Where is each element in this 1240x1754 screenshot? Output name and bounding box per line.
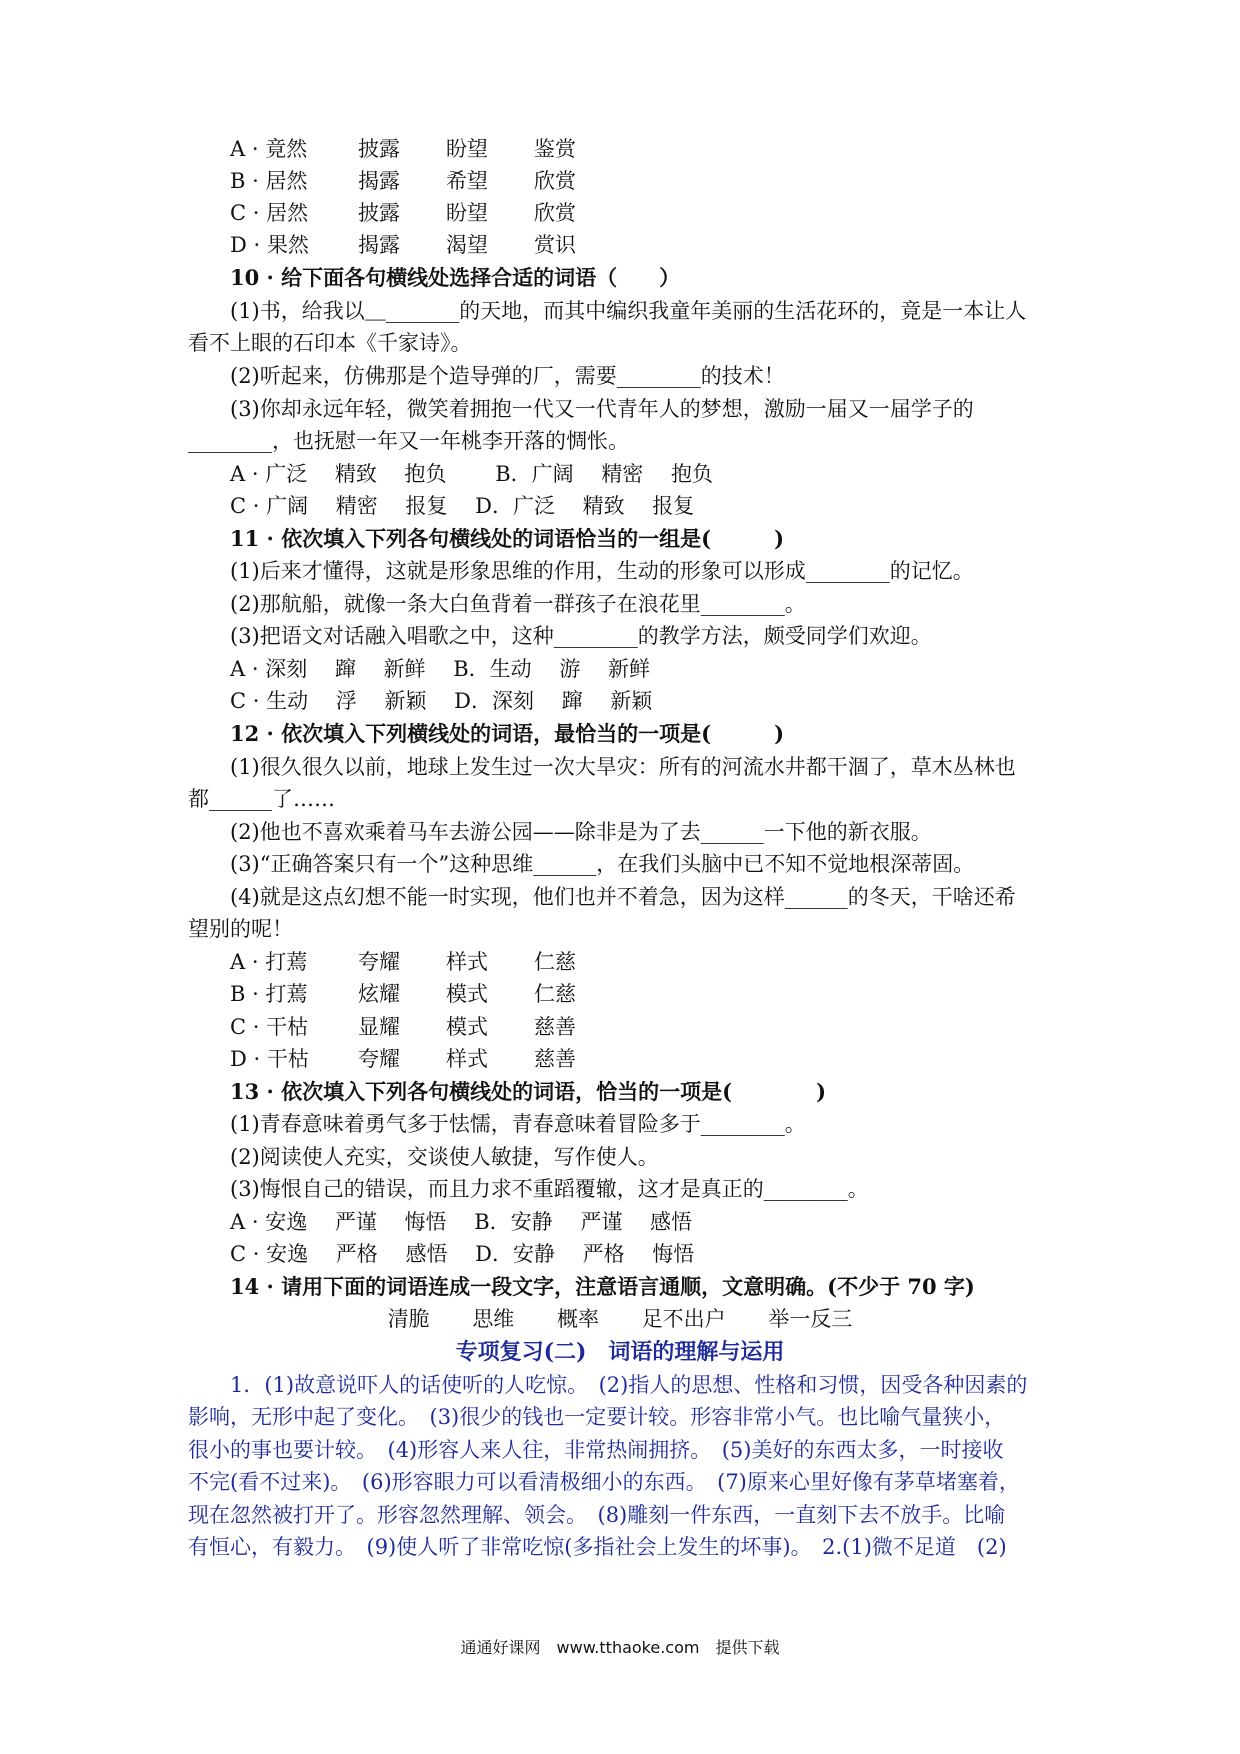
q12-sentence-3: (3)“正确答案只有一个”这种思维______，在我们头脑中已不知不觉地根深蒂固。 [230,852,975,876]
answer-line: 现在忽然被打开了。形容忽然理解、领会。 (8)雕刻一件东西，一直刻下去不放手。比喻 [188,1503,1006,1527]
q14-word: 足不出户 [641,1307,726,1331]
q13-options-ab: A · 安逸 严谨 悔悟 B．安静 严谨 感悟 [230,1210,692,1234]
q10-sentence-2: (2)听起来，仿佛那是个造导弹的厂，需要________的技术！ [230,364,785,388]
q11-sentence-1: (1)后来才懂得，这就是形象思维的作用，生动的形象可以形成________的记忆。 [230,559,974,583]
q11-options-ab: A · 深刻 蹿 新鲜 B．生动 游 新鲜 [230,657,650,681]
q13-stem: 13 · 依次填入下列各句横线处的词语，恰当的一项是( ) [230,1079,827,1104]
q14-word: 概率 [557,1307,599,1331]
q9-option-c: C · 居然 披露 盼望 欣赏 [230,201,576,225]
q9-option-b: B · 居然 揭露 希望 欣赏 [230,169,576,193]
q12-sentence-1a: (1)很久很久以前，地球上发生过一次大旱灾：所有的河流水井都干涸了，草木丛林也 [230,755,1016,779]
q10-options-cd: C · 广阔 精密 报复 D．广泛 精致 报复 [230,494,695,518]
q12-option-d: D · 干枯 夸耀 样式 慈善 [230,1047,576,1071]
q14-word: 思维 [472,1307,515,1331]
answer-line: 不完(看不过来)。 (6)形容眼力可以看清极细小的东西。 (7)原来心里好像有茅草堵塞着， [188,1470,1020,1494]
q12-stem: 12 · 依次填入下列横线处的词语，最恰当的一项是( ) [230,721,785,746]
q9-option-d: D · 果然 揭露 渴望 赏识 [230,233,576,257]
q11-options-cd: C · 生动 浮 新颖 D．深刻 蹿 新颖 [230,689,653,713]
q12-option-c: C · 干枯 显耀 模式 慈善 [230,1015,576,1039]
q14-word-list [0,1304,1240,1334]
q10-options-ab: A · 广泛 精致 抱负 B．广阔 精密 抱负 [230,462,713,486]
q13-options-cd: C · 安逸 严格 感悟 D．安静 严格 悔悟 [230,1242,695,1266]
q12-option-a: A · 打蔫 夸耀 样式 仁慈 [230,950,576,974]
q13-sentence-1: (1)青春意味着勇气多于怯懦，青春意味着冒险多于________。 [230,1112,806,1136]
answer-line: 很小的事也要计较。 (4)形容人来人往，非常热闹拥挤。 (5)美好的东西太多，一时接收 [188,1438,1004,1462]
q13-sentence-3: (3)悔恨自己的错误，而且力求不重蹈覆辙，这才是真正的________。 [230,1177,869,1201]
q11-stem: 11 · 依次填入下列各句横线处的词语恰当的一组是( ) [230,526,785,551]
q10-sentence-3a: (3)你却永远年轻，微笑着拥抱一代又一代青年人的梦想，激励一届又一届学子的 [230,397,974,421]
q12-sentence-4a: (4)就是这点幻想不能一时实现，他们也并不着急，因为这样______的冬天，干啥还希 [230,885,1016,909]
q14-stem: 14 · 请用下面的词语连成一段文字，注意语言通顺，文意明确。(不少于 70 字) [230,1274,975,1299]
page-footer: 通通好课网 www.tthaoke.com 提供下载 [460,1638,780,1657]
q10-sentence-1b: 看不上眼的石印本《千家诗》。 [188,331,472,355]
answers-title: 专项复习(二) 词语的理解与运用 [455,1339,785,1365]
q11-sentence-3: (3)把语文对话融入唱歌之中，这种________的教学方法，颇受同学们欢迎。 [230,624,932,648]
q12-option-b: B · 打蔫 炫耀 模式 仁慈 [230,982,576,1006]
q14-word: 举一反三 [768,1307,853,1331]
q12-sentence-1b: 都______了…… [188,787,335,811]
q12-sentence-2: (2)他也不喜欢乘着马车去游公园——除非是为了去______一下他的新衣服。 [230,820,932,844]
q9-option-a: A · 竟然 披露 盼望 鉴赏 [230,137,576,161]
answer-line: 影响，无形中起了变化。 (3)很少的钱也一定要计较。形容非常小气。也比喻气量狭小， [188,1405,1006,1429]
q14-word: 清脆 [387,1307,430,1331]
q10-stem: 10 · 给下面各句横线处选择合适的词语（ ） [230,265,681,290]
q10-sentence-3b: ________，也抚慰一年又一年桃李开落的惆怅。 [188,429,629,453]
answer-line: 1．(1)故意说吓人的话使听的人吃惊。 (2)指人的思想、性格和习惯，因受各种因素的 [230,1373,1028,1397]
q12-sentence-4b: 望别的呢！ [188,917,293,941]
q10-sentence-1a: (1)书，给我以＿_______的天地，而其中编织我童年美丽的生活花环的，竟是一本让人 [230,299,1027,323]
q13-sentence-2: (2)阅读使人充实，交谈使人敏捷，写作使人。 [230,1145,659,1169]
q11-sentence-2: (2)那航船，就像一条大白鱼背着一群孩子在浪花里________。 [230,592,806,616]
answer-line: 有恒心，有毅力。 (9)使人听了非常吃惊(多指社会上发生的坏事)。 2.(1)微不足道 (2) [188,1535,1007,1559]
